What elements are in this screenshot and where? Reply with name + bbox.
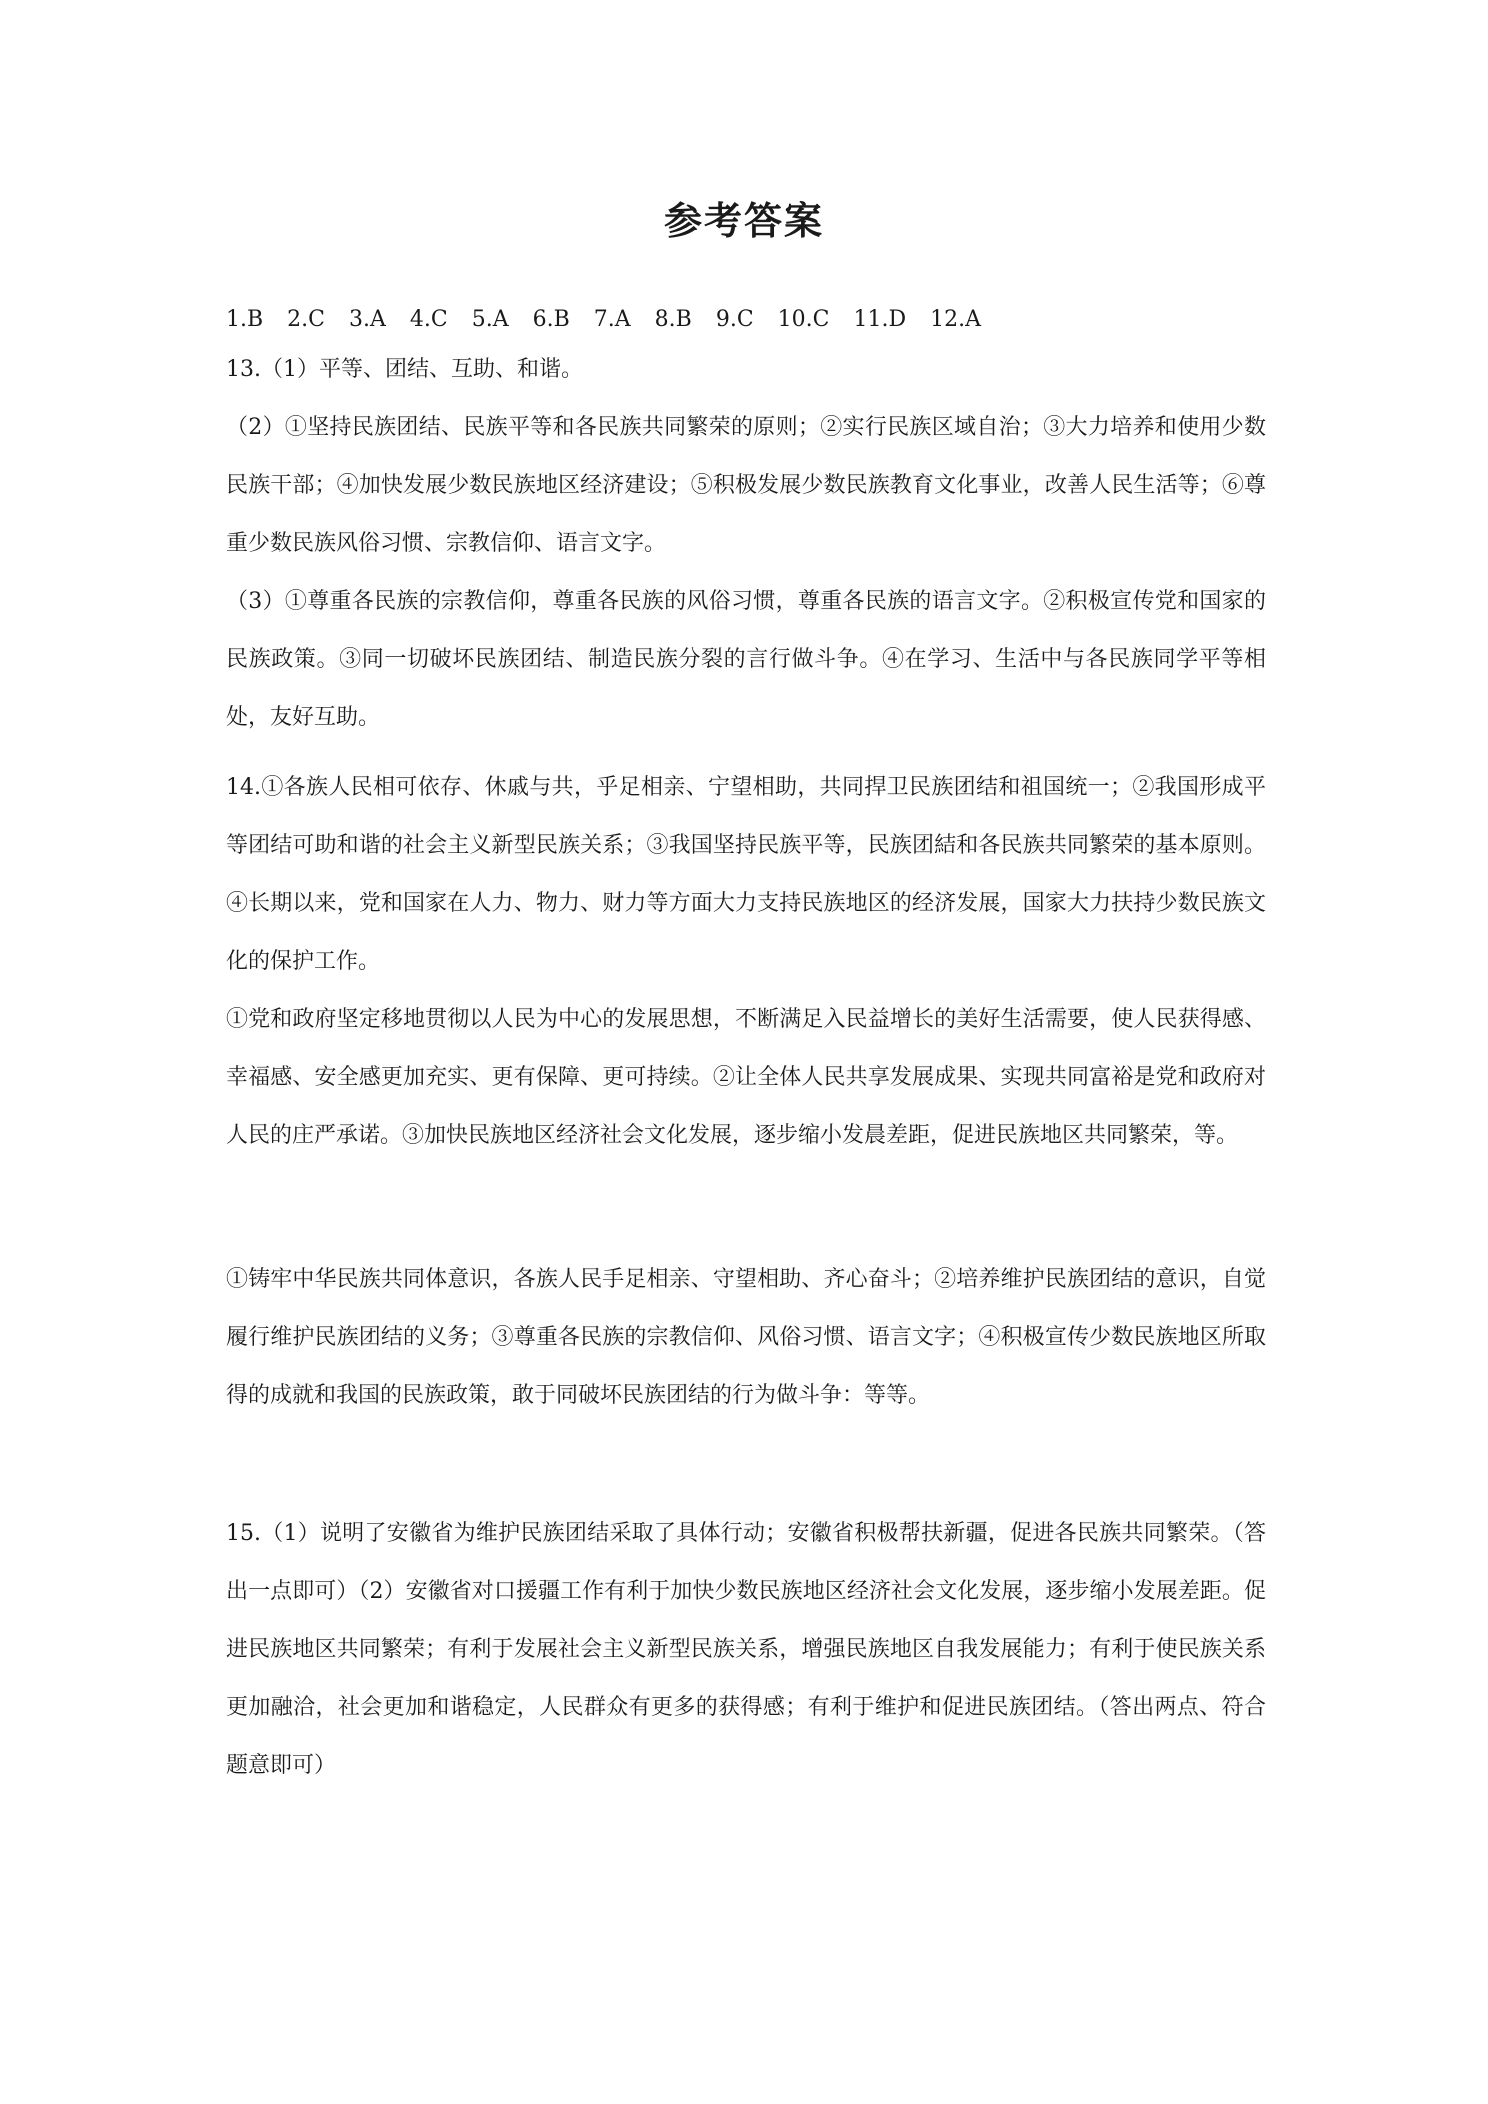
- q13-part-1: 13.（1）平等、团结、互助、和谐。: [226, 357, 583, 382]
- answer-item: 2.C: [287, 307, 325, 332]
- answer-item: 1.B: [226, 307, 264, 332]
- answer-item: 7.A: [593, 307, 631, 332]
- answer-item: 10.C: [777, 307, 830, 332]
- question-15-answer: [226, 1505, 1266, 1795]
- answer-item: 11.D: [853, 307, 907, 332]
- answer-item: 9.C: [715, 307, 754, 332]
- q15-part-1: 15.（1）说明了安徽省为维护民族团结采取了具体行动；安徽省积极帮扶新疆，促进各民族共同繁荣。（答出一点即可）（2）安徽省对口援疆工作有利于加快少数民族地区经济社会文化发展，逐步缩小发展差距。促进民族地区共同繁荣；有利于发展社会主义新型民族关系，增强民族地区自我发展能力；有利于使民族关系更加融洽，社会更加和谐稳定，人民群众有更多的获得感；有利于维护和促进民族团结。（答出两点、符合题意即可）: [226, 1521, 1266, 1778]
- page-title: 参考答案: [663, 199, 824, 243]
- q13-part-2: （2）①坚持民族团结、民族平等和各民族共同繁荣的原则；②实行民族区域自治；③大力培养和使用少数民族干部；④加快发展少数民族地区经济建设；⑤积极发展少数民族教育文化事业，改善人民生活等；⑥尊重少数民族风俗习惯、宗教信仰、语言文字。: [226, 415, 1266, 556]
- extra-answer: [226, 1251, 1266, 1425]
- q13-part-3: （3）①尊重各民族的宗教信仰，尊重各民族的风俗习惯，尊重各民族的语言文字。②积极宣传党和国家的民族政策。③同一切破坏民族团结、制造民族分裂的言行做斗争。④在学习、生活中与各民族同学平等相处，友好互助。: [226, 589, 1266, 730]
- question-14-answer: [226, 759, 1266, 1165]
- answer-item: 12.A: [930, 307, 982, 332]
- q14-part-1: 14.①各族人民相可依存、休戚与共，乎足相亲、宁望相助，共同捍卫民族团结和祖国统一；②我国形成平等团结可助和谐的社会主义新型民族关系；③我国坚持民族平等，民族团結和各民族共同繁荣的基本原则。④长期以来，党和国家在人力、物力、财力等方面大力支持民族地区的经济发展，国家大力扶持少数民族文化的保护工作。: [226, 775, 1266, 974]
- q14-part-2: ①党和政府坚定移地贯彻以人民为中心的发展思想，不断满足入民益增长的美好生活需要，使人民获得感、幸福感、安全感更加充实、更有保障、更可持续。②让全体人民共享发展成果、实现共同富裕是党和政府对人民的庄严承诺。③加快民族地区经济社会文化发展，逐步缩小发晨差距，促进民族地区共同繁荣，等。: [226, 1007, 1266, 1148]
- extra-part-1: ①铸牢中华民族共同体意识，各族人民手足相亲、守望相助、齐心奋斗；②培养维护民族团结的意识，自觉履行维护民族团结的义务；③尊重各民族的宗教信仰、风俗习惯、语言文字；④积极宣传少数民族地区所取得的成就和我国的民族政策，敢于同破坏民族团结的行为做斗争：等等。: [226, 1267, 1266, 1408]
- answer-item: 4.C: [409, 307, 448, 332]
- question-13-answer: [226, 341, 1266, 747]
- answer-item: 5.A: [471, 307, 509, 332]
- multiple-choice-answers: [226, 302, 1005, 338]
- answer-item: 8.B: [654, 307, 692, 332]
- answer-item: 3.A: [349, 307, 386, 332]
- answer-item: 6.B: [532, 307, 570, 332]
